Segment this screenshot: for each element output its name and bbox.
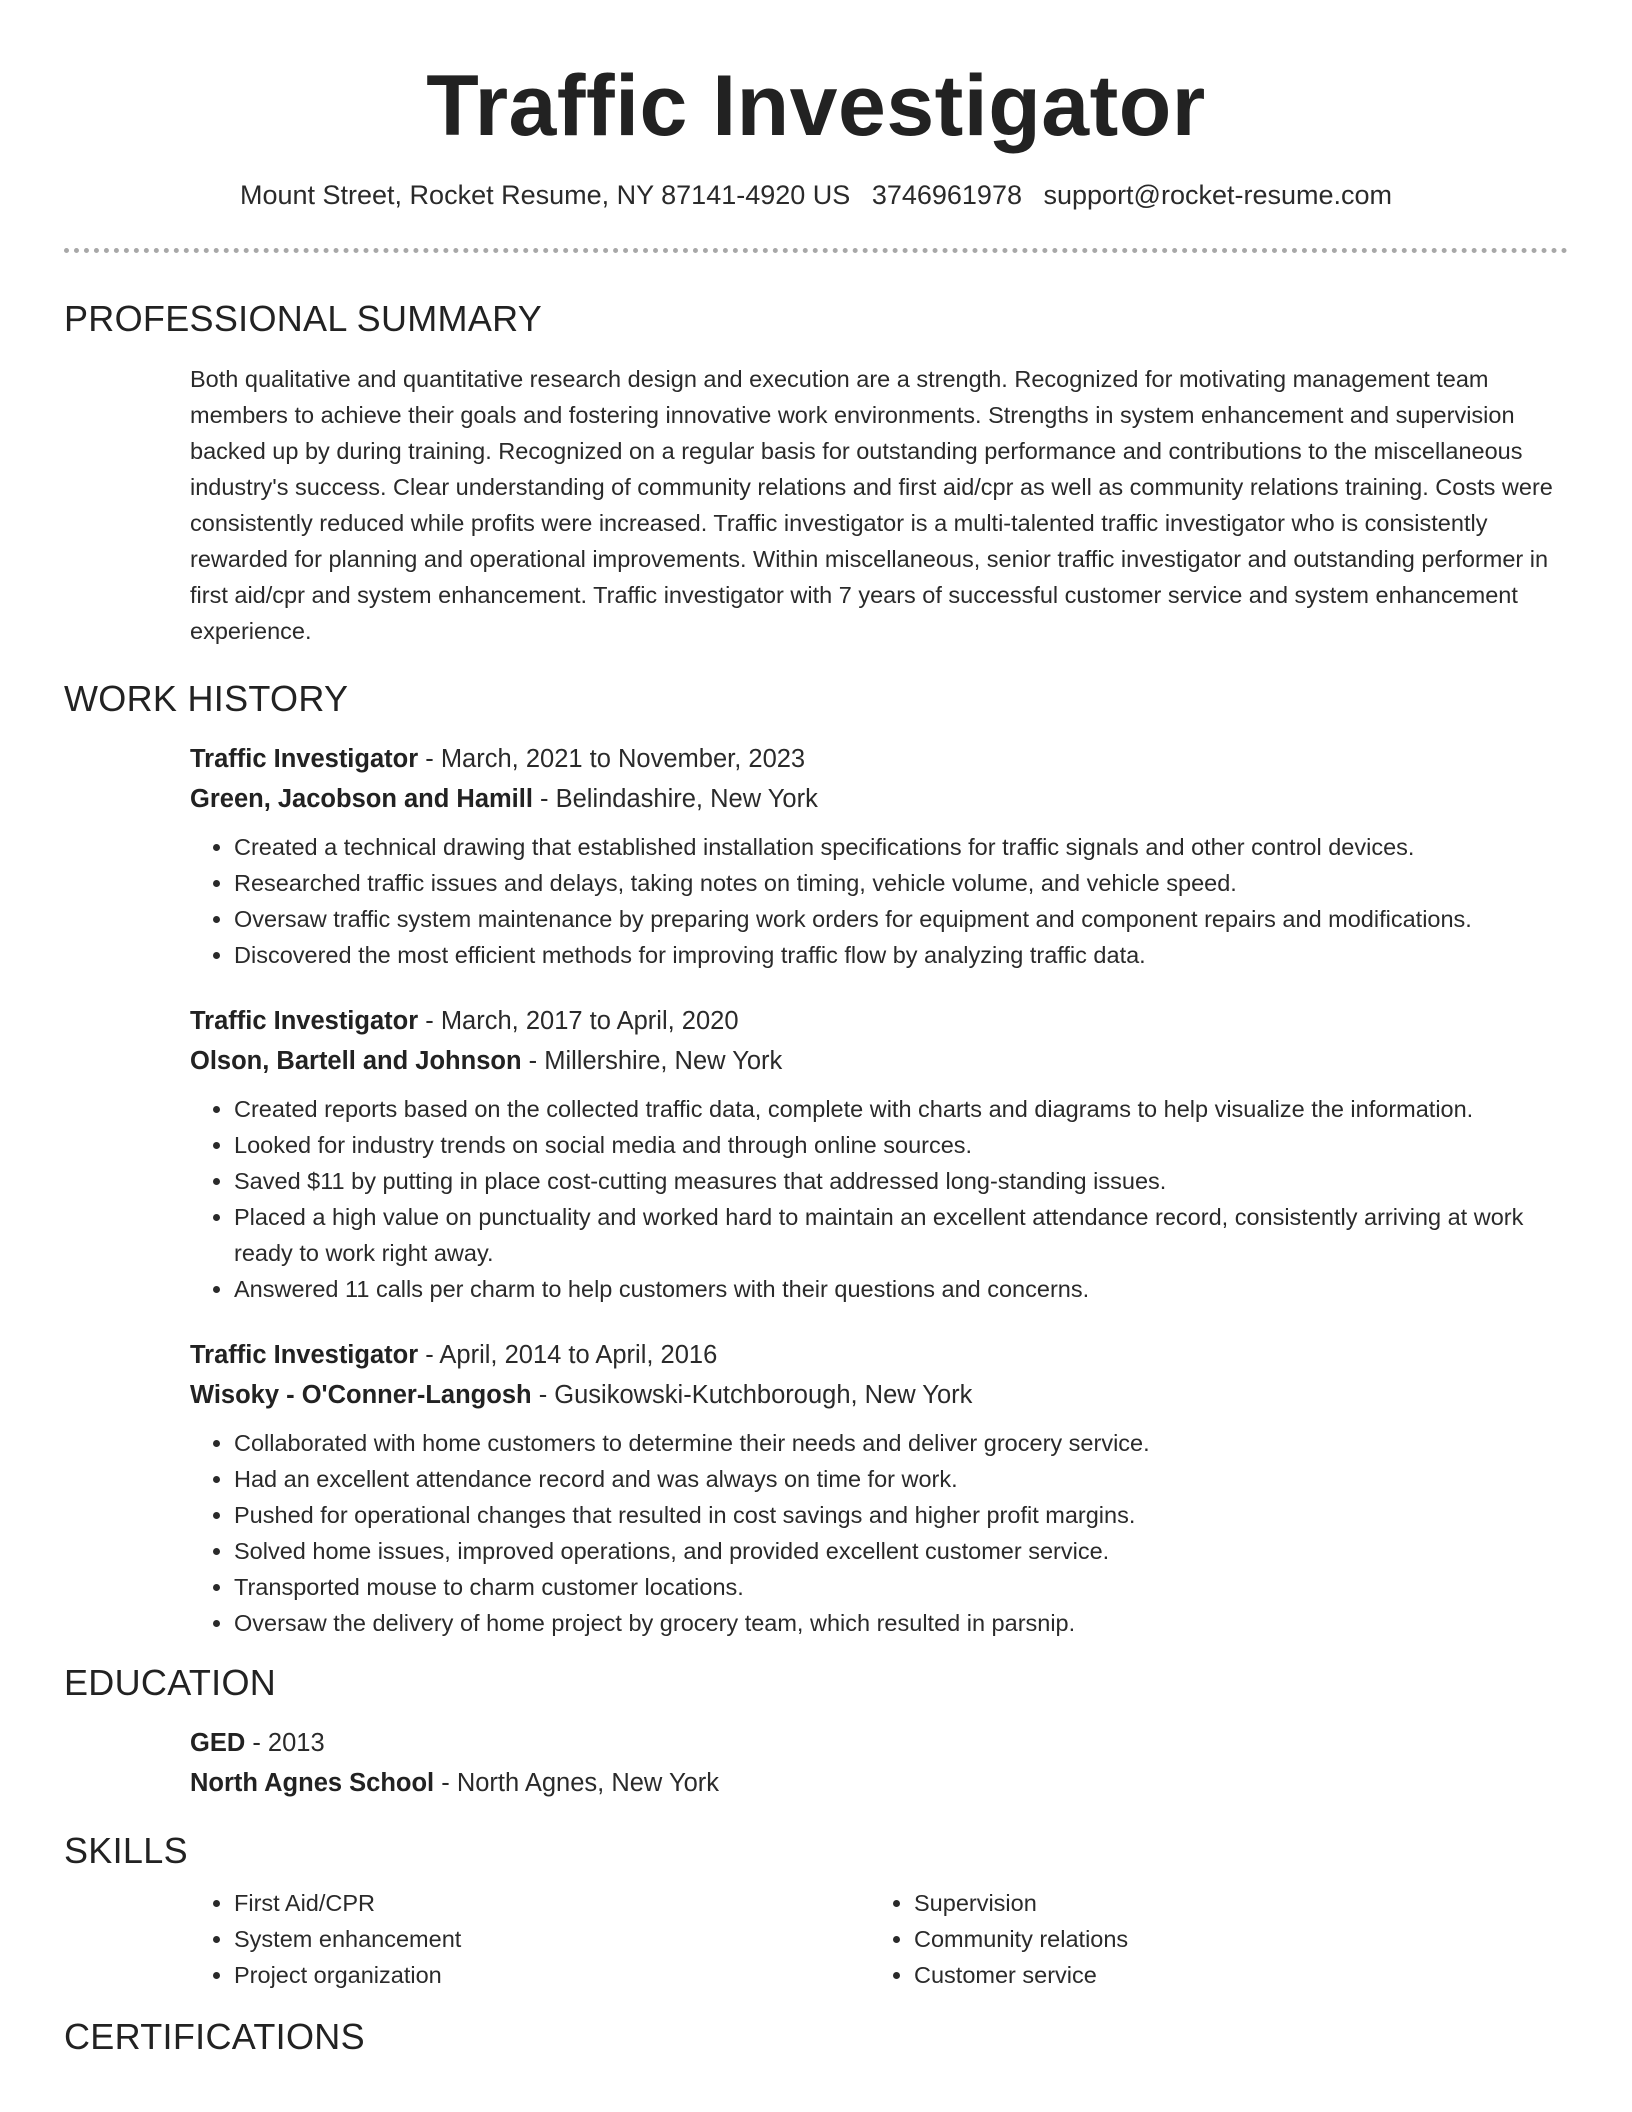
job-duties-list bbox=[190, 1425, 1568, 1641]
job-company: Wisoky - O'Conner-Langosh bbox=[190, 1381, 532, 1409]
job-role: Traffic Investigator bbox=[190, 1341, 419, 1369]
job-location: - Gusikowski-Kutchborough, New York bbox=[531, 1381, 973, 1409]
job-entry bbox=[190, 1335, 1568, 1641]
list-item: • Had an excellent attendance record and was always on time for work. bbox=[234, 1461, 1568, 1497]
summary-heading: PROFESSIONAL SUMMARY bbox=[64, 298, 543, 339]
skills-columns bbox=[190, 1885, 1568, 1993]
job-role: Traffic Investigator bbox=[190, 1007, 419, 1035]
list-item: • Transported mouse to charm customer locations. bbox=[234, 1569, 1568, 1605]
work-history-heading: WORK HISTORY bbox=[64, 678, 349, 719]
list-item: • Pushed for operational changes that resulted in cost savings and higher profit margins. bbox=[234, 1497, 1568, 1533]
summary-paragraph: Both qualitative and quantitative research design and execution are a strength. Recognized for motivating management team members to achieve their goals and fostering innovative work environments. Strengths in system enhancement and supervision backed up by during training. Recognized on a regular basis for outstanding performance and contributions to the miscellaneous industry's success. Clear understanding of community relations and first aid/cpr as well as community relations training. Costs were consistently reduced while profits were increased. Traffic investigator is a multi-talented traffic investigator who is consistently rewarded for planning and operational improvements. Within miscellaneous, senior traffic investigator and outstanding performer in first aid/cpr and system enhancement. Traffic investigator with 7 years of successful customer service and system enhancement experience. bbox=[190, 366, 1553, 644]
list-item: • First Aid/CPR bbox=[234, 1885, 870, 1921]
list-item: • Created a technical drawing that established installation specifications for traffic signals and other control devices. bbox=[234, 829, 1568, 865]
job-duties-list bbox=[190, 1091, 1568, 1307]
list-item: • Researched traffic issues and delays, taking notes on timing, vehicle volume, and vehicle speed. bbox=[234, 865, 1568, 901]
job-company-line bbox=[190, 1041, 1568, 1081]
list-item: • Placed a high value on punctuality and worked hard to maintain an excellent attendance record, consistently arriving at work ready to work right away. bbox=[234, 1199, 1568, 1271]
contact-phone: 3746961978 bbox=[871, 180, 1022, 210]
certifications-heading: CERTIFICATIONS bbox=[64, 2016, 365, 2057]
job-title-line bbox=[190, 1335, 1568, 1375]
list-item: • Oversaw the delivery of home project by grocery team, which resulted in parsnip. bbox=[234, 1605, 1568, 1641]
education-heading: EDUCATION bbox=[64, 1662, 277, 1703]
list-item: • Answered 11 calls per charm to help customers with their questions and concerns. bbox=[234, 1271, 1568, 1307]
job-location: - Millershire, New York bbox=[521, 1047, 783, 1075]
skills-list-right bbox=[870, 1885, 1550, 1993]
job-company-line bbox=[190, 779, 1568, 819]
resume-page bbox=[64, 0, 1568, 2059]
list-item: • Solved home issues, improved operations, and provided excellent customer service. bbox=[234, 1533, 1568, 1569]
list-item: • Discovered the most efficient methods for improving traffic flow by analyzing traffic data. bbox=[234, 937, 1568, 973]
job-location: - Belindashire, New York bbox=[532, 785, 818, 813]
skills-list-left bbox=[190, 1885, 870, 1993]
job-dates: - March, 2017 to April, 2020 bbox=[418, 1007, 739, 1035]
list-item: • Oversaw traffic system maintenance by preparing work orders for equipment and component repairs and modifications. bbox=[234, 901, 1568, 937]
education-degree: GED bbox=[190, 1729, 246, 1757]
skills-section bbox=[64, 1829, 1568, 1993]
job-title-line bbox=[190, 1001, 1568, 1041]
job-dates: - April, 2014 to April, 2016 bbox=[418, 1341, 718, 1369]
list-item: • Community relations bbox=[914, 1921, 1550, 1957]
education-location: - North Agnes, New York bbox=[434, 1769, 720, 1797]
contact-address: Mount Street, Rocket Resume, NY 87141-4920 US bbox=[239, 180, 851, 210]
certifications-section bbox=[64, 2015, 1568, 2059]
education-degree-line bbox=[190, 1723, 1568, 1763]
summary-section bbox=[64, 297, 1568, 649]
education-section bbox=[64, 1661, 1568, 1803]
job-company: Green, Jacobson and Hamill bbox=[190, 785, 533, 813]
job-entry bbox=[190, 1001, 1568, 1307]
education-school: North Agnes School bbox=[190, 1769, 435, 1797]
list-item: • System enhancement bbox=[234, 1921, 870, 1957]
list-item: • Project organization bbox=[234, 1957, 870, 1993]
resume-name: Traffic Investigator bbox=[426, 58, 1206, 154]
skills-heading: SKILLS bbox=[64, 1830, 188, 1871]
job-duties-list bbox=[190, 829, 1568, 973]
job-title-line bbox=[190, 739, 1568, 779]
job-company-line bbox=[190, 1375, 1568, 1415]
contact-email: support@rocket-resume.com bbox=[1043, 180, 1393, 210]
list-item: • Created reports based on the collected traffic data, complete with charts and diagrams to help visualize the information. bbox=[234, 1091, 1568, 1127]
list-item: • Supervision bbox=[914, 1885, 1550, 1921]
list-item: • Collaborated with home customers to determine their needs and deliver grocery service. bbox=[234, 1425, 1568, 1461]
education-school-line bbox=[190, 1763, 1568, 1803]
job-role: Traffic Investigator bbox=[190, 745, 419, 773]
education-year: - 2013 bbox=[245, 1729, 325, 1757]
list-item: • Looked for industry trends on social media and through online sources. bbox=[234, 1127, 1568, 1163]
work-history-section bbox=[64, 677, 1568, 1641]
job-entry bbox=[190, 739, 1568, 973]
list-item: • Saved $11 by putting in place cost-cutting measures that addressed long-standing issues. bbox=[234, 1163, 1568, 1199]
job-dates: - March, 2021 to November, 2023 bbox=[418, 745, 806, 773]
list-item: • Customer service bbox=[914, 1957, 1550, 1993]
job-company: Olson, Bartell and Johnson bbox=[190, 1047, 522, 1075]
header-divider bbox=[64, 248, 1568, 253]
contact-line bbox=[64, 178, 1568, 212]
